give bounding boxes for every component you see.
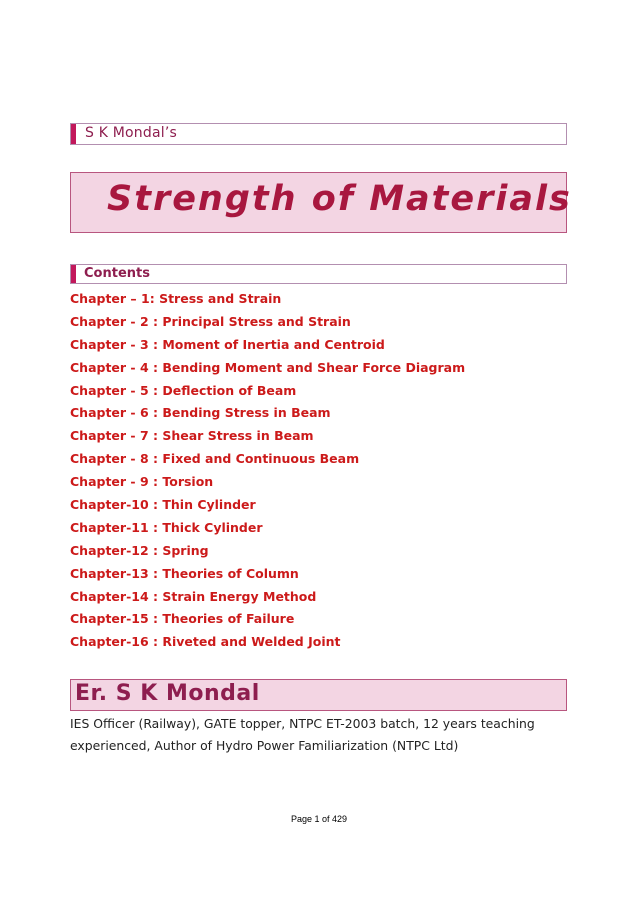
contents-heading-box [70,264,567,284]
chapter-item: Chapter-13 : Theories of Column [70,565,299,581]
page-number: Page 1 of 429 [290,814,348,824]
chapter-item: Chapter - 3 : Moment of Inertia and Centroid [70,336,385,352]
chapter-item: Chapter - 2 : Principal Stress and Strain [70,313,351,329]
chapter-item: Chapter - 4 : Bending Moment and Shear Force Diagram [70,359,466,375]
chapter-item: Chapter-12 : Spring [70,542,209,558]
chapter-item: Chapter - 7 : Shear Stress in Beam [70,428,314,444]
chapter-item: Chapter-11 : Thick Cylinder [70,519,263,535]
chapter-item: Chapter - 9 : Torsion [70,474,214,490]
document-title: Strength of Materials [107,179,572,219]
title-box [70,172,572,233]
chapter-item: Chapter-16 : Riveted and Welded Joint [70,634,341,650]
accent-bar [71,124,76,144]
author-bio-line: IES Officer (Railway), GATE topper, NTPC ET-2003 batch, 12 years teaching [70,716,535,731]
chapter-item: Chapter-15 : Theories of Failure [70,611,295,627]
author-tag: S K Mondal’s [85,125,177,141]
author-bio-line: experienced, Author of Hydro Power Familiarization (NTPC Ltd) [70,738,459,753]
author-tag-box [70,123,567,145]
author-name-box [70,679,567,711]
chapter-item: Chapter – 1: Stress and Strain [70,291,282,306]
chapter-item: Chapter - 5 : Deflection of Beam [70,382,297,398]
chapter-list [70,290,465,656]
chapter-item: Chapter-14 : Strain Energy Method [70,588,317,604]
chapter-item: Chapter - 8 : Fixed and Continuous Beam [70,451,360,467]
chapter-item: Chapter - 6 : Bending Stress in Beam [70,405,331,421]
author-name: Er. S K Mondal [75,681,260,706]
accent-bar [71,265,76,283]
author-bio [70,713,567,757]
chapter-item: Chapter-10 : Thin Cylinder [70,497,256,513]
contents-heading: Contents [84,266,150,281]
